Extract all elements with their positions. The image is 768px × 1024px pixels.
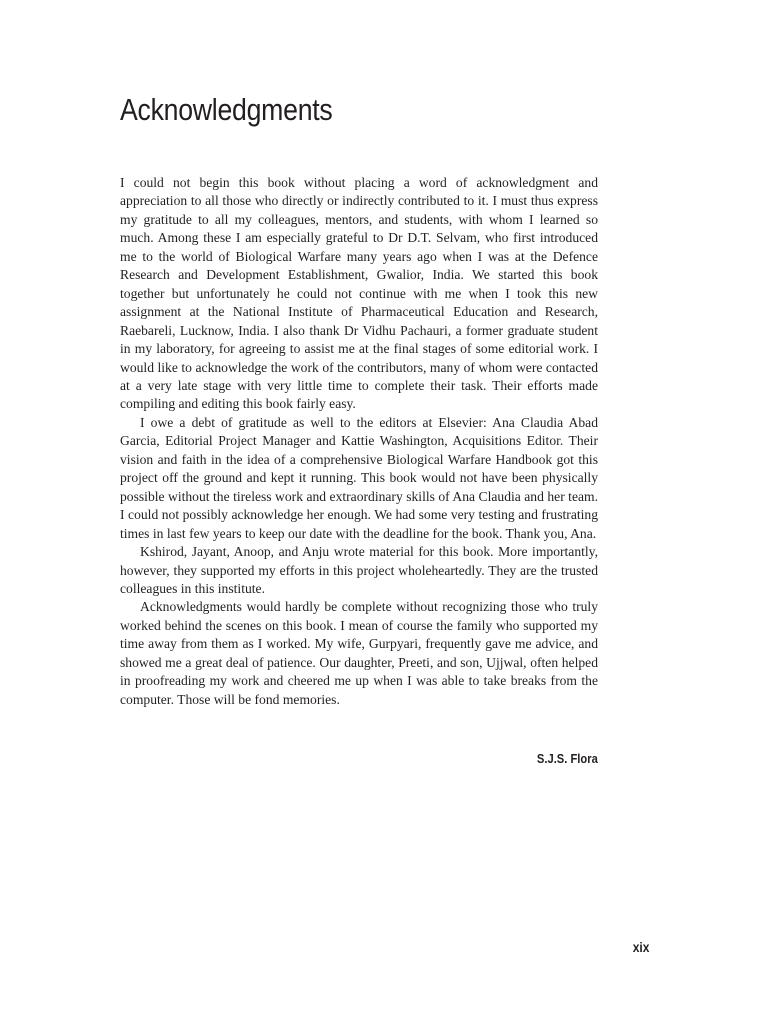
paragraph-4: Acknowledgments would hardly be complete without recognizing those who truly worked behind the scenes on this book. I mean of course the family who supported my time away from them as I worked. My wife, Gurpyari, frequently gave me advice, and showed me a great deal of patience. Our daughter, Preeti, and son, Ujjwal, often helped in proofreading my work and cheered me up when I was able to take breaks from the computer. Those will be fond memories. bbox=[120, 599, 598, 707]
acknowledgments-body bbox=[120, 174, 598, 709]
page-number: xix bbox=[632, 939, 649, 955]
paragraph-3: Kshirod, Jayant, Anoop, and Anju wrote material for this book. More importantly, however, they supported my efforts in this project wholeheartedly. They are the trusted colleagues in this institute. bbox=[120, 544, 598, 596]
paragraph-2: I owe a debt of gratitude as well to the editors at Elsevier: Ana Claudia Abad Garcia, Editorial Project Manager and Kattie Washington, Acquisitions Editor. Their vision and faith in the idea of a comprehensive Biological Warfare Handbook got this project off the ground and kept it running. This book would not have been physically possible without the tireless work and extraordinary skills of Ana Claudia and her team. I could not possibly acknowledge her enough. We had some very testing and frustrating times in last few years to keep our date with the deadline for the book. Thank you, Ana. bbox=[120, 414, 598, 541]
author-signature: S.J.S. Flora bbox=[537, 751, 598, 766]
paragraph-1: I could not begin this book without placing a word of acknowledgment and appreciation to all those who directly or indirectly contributed to it. I must thus express my gratitude to all my colleagues, mentors, and students, with whom I learned so much. Among these I am especially grateful to Dr D.T. Selvam, who first introduced me to the world of Biological Warfare many years ago when I was at the Defence Research and Development Establishment, Gwalior, India. We started this book together but unfortunately he could not continue with me when I took this new assignment at the National Institute of Pharmaceutical Education and Research, Raebareli, Lucknow, India. I also thank Dr Vidhu Pachauri, a former graduate student in my laboratory, for agreeing to assist me at the final stages of some editorial work. I would like to acknowledge the work of the contributors, many of whom were contacted at a very late stage with very little time to complete their task. Their efforts made compiling and editing this book fairly easy. bbox=[120, 175, 598, 412]
page-title: Acknowledgments bbox=[120, 92, 333, 127]
